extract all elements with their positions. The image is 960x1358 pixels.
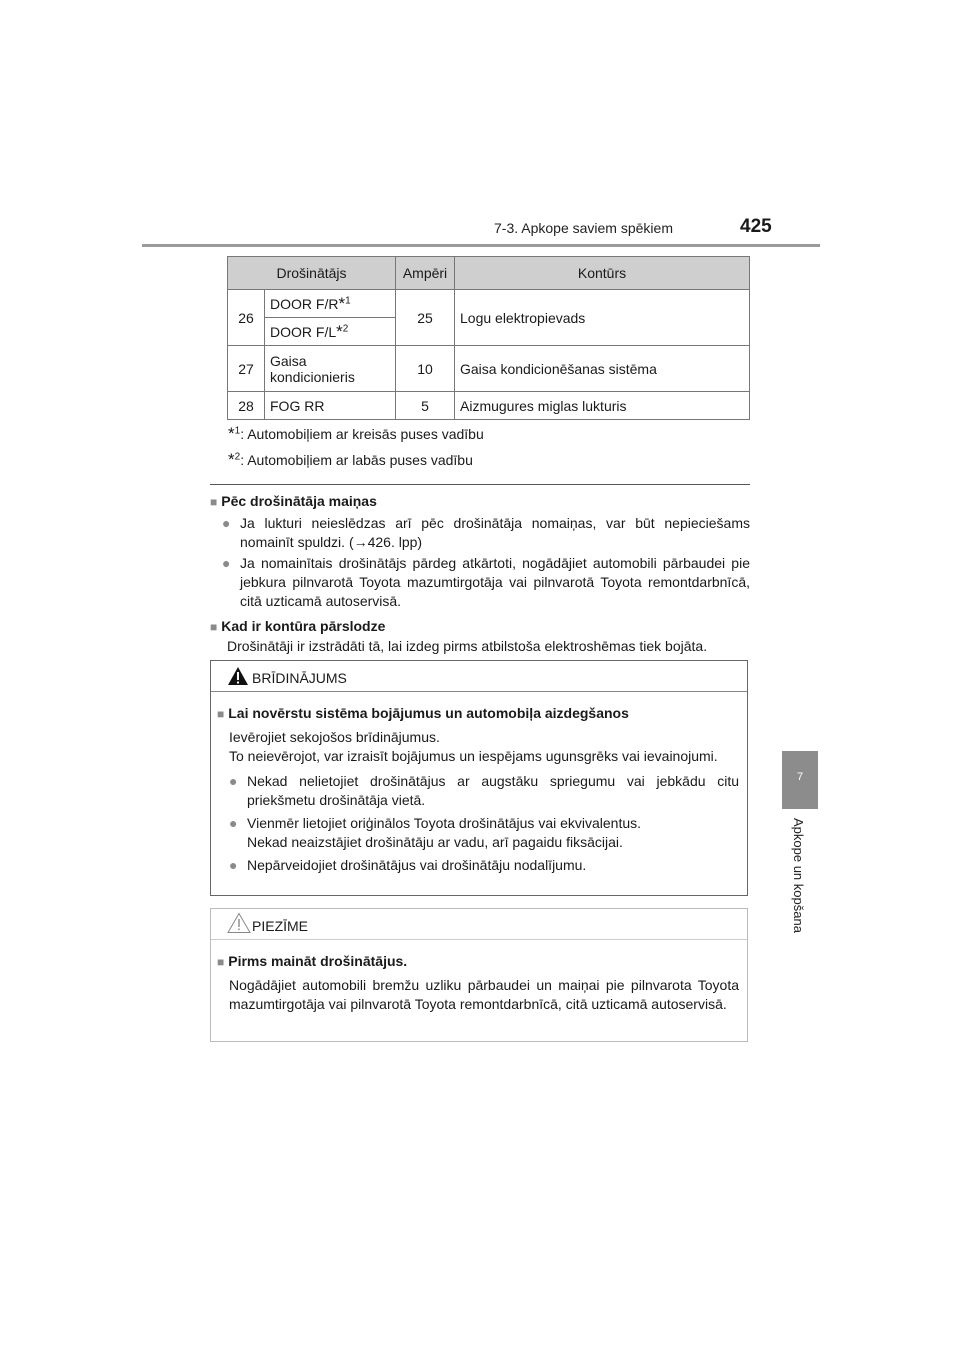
bullet-text: Ja lukturi neieslēdzas arī pēc drošinātāja nomaiņas, var būt nepieciešams nomainīt spuldzi. (→426. lpp) — [240, 515, 750, 550]
note-header — [211, 909, 747, 940]
chapter-label: Apkope un kopšana — [791, 818, 806, 933]
warning-triangle-icon — [227, 666, 249, 689]
chapter-number: 7 — [796, 771, 804, 783]
fuse-amps: 10 — [396, 346, 455, 392]
section-heading — [210, 617, 750, 637]
chapter-tab[interactable] — [782, 751, 818, 809]
paragraph: To neievērojot, var izraisīt bojājumus un iespējams ugunsgrēks vai ievainojumi. — [229, 748, 718, 764]
fuse-number: 27 — [228, 346, 265, 392]
square-bullet-icon: ■ — [217, 955, 225, 969]
fuse-number: 26 — [228, 290, 265, 346]
footnote-ref: 1 — [345, 294, 351, 306]
list-item — [229, 772, 739, 810]
footnote — [228, 424, 484, 444]
caution-triangle-icon — [227, 912, 251, 937]
footnote-text: : Automobiļiem ar kreisās puses vadību — [240, 426, 484, 442]
paragraph: Drošinātāji ir izstrādāti tā, lai izdeg pirms atbilstoša elektroshēmas tiek bojāta. — [227, 638, 708, 654]
bullet-text: Nekad nelietojiet drošinātājus ar augstāku spriegumu vai jebkādu citu priekšmetu drošinātāja vietā. — [247, 773, 739, 808]
footnote-ref: 2 — [234, 451, 241, 463]
square-bullet-icon: ■ — [217, 707, 225, 721]
bullet-text: Ja nomainītais drošinātājs pārdeg atkārtoti, nogādājiet automobili pārbaudei pie jebkura pilnvarotā Toyota mazumtirgotāja vai pilnvarotā Toyota remontdarbnīcā, citā uzticamā autoservisā. — [240, 555, 750, 609]
fuse-name-text: DOOR F/L — [270, 323, 337, 340]
note-heading — [217, 952, 739, 972]
fuse-name-text: DOOR F/R — [270, 295, 339, 312]
fuse-name-line1: Gaisa — [270, 352, 307, 369]
fuse-amps: 25 — [396, 290, 455, 346]
bullet-icon: ● — [222, 515, 231, 531]
paragraph: Ievērojiet sekojošos brīdinājumus. — [229, 729, 440, 745]
section-title: 7-3. Apkope saviem spēkiem — [494, 220, 673, 236]
square-bullet-icon: ■ — [210, 620, 218, 634]
warning-header — [211, 661, 747, 692]
fuse-number: 28 — [228, 392, 265, 420]
heading-text: Kad ir kontūra pārslodze — [221, 618, 386, 634]
fuse-circuit: Gaisa kondicionēšanas sistēma — [455, 346, 750, 392]
table-row — [228, 392, 750, 420]
bullet-icon: ● — [229, 815, 238, 831]
bullet-text: Nepārveidojiet drošinātājus vai drošinātāju nodalījumu. — [247, 857, 587, 873]
fuse-name: FOG RR — [265, 392, 396, 420]
page-number: 425 — [740, 216, 772, 237]
bullet-text: Nekad neaizstājiet drošinātāju ar vadu, arī pagaidu fiksācijai. — [247, 834, 623, 850]
after-replace-section — [210, 492, 750, 656]
footnote-mark: * — [228, 450, 235, 469]
warning-box — [210, 660, 748, 896]
warning-label: BRĪDINĀJUMS — [252, 670, 347, 686]
heading-text: Pirms maināt drošinātājus. — [228, 953, 408, 969]
fuse-name — [265, 346, 396, 392]
heading-text: Lai novērstu sistēma bojājumus un automobiļa aizdegšanos — [228, 705, 629, 721]
fuse-circuit: Aizmugures miglas lukturis — [455, 392, 750, 420]
bullet-text: Vienmēr lietojiet oriģinālos Toyota drošinātājus vai ekvivalentus. — [247, 815, 642, 831]
footnote-mark: * — [338, 293, 346, 313]
section-divider — [210, 484, 750, 485]
warning-body — [211, 692, 747, 875]
note-box — [210, 908, 748, 1042]
heading-text: Pēc drošinātāja maiņas — [221, 493, 377, 509]
footnote-text: : Automobiļiem ar labās puses vadību — [240, 452, 473, 468]
column-header-amps: Ampēri — [396, 257, 455, 290]
bullet-icon: ● — [222, 555, 231, 571]
note-label: PIEZĪME — [252, 918, 309, 934]
list-item — [229, 856, 739, 875]
paragraph: Nogādājiet automobili bremžu uzliku pārbaudei un maiņai pie pilnvarota Toyota mazumtirgotāja vai pilnvarotā Toyota remontdarbnīcā, citā uzticamā autoservisā. — [229, 977, 739, 1012]
column-header-circuit: Kontūrs — [455, 257, 750, 290]
note-body — [211, 940, 747, 1014]
fuse-name — [265, 318, 396, 346]
fuse-name — [265, 290, 396, 318]
fuse-amps: 5 — [396, 392, 455, 420]
fuse-circuit: Logu elektropievads — [455, 290, 750, 346]
warning-heading — [217, 704, 739, 724]
section-heading — [210, 492, 750, 512]
header-divider — [142, 244, 820, 247]
list-item — [229, 814, 739, 852]
fuse-name-line2: kondicionieris — [270, 368, 355, 385]
bullet-icon: ● — [229, 857, 238, 873]
footnote — [228, 450, 473, 470]
fuse-table — [227, 256, 750, 420]
table-header-row — [228, 257, 750, 290]
column-header-fuse: Drošinātājs — [228, 257, 396, 290]
footnote-ref: 2 — [342, 322, 349, 334]
table-row — [228, 346, 750, 392]
bullet-icon: ● — [229, 773, 238, 789]
list-item — [222, 514, 750, 552]
square-bullet-icon: ■ — [210, 495, 218, 509]
table-row — [228, 290, 750, 318]
list-item — [222, 554, 750, 611]
footnote-mark: * — [336, 321, 343, 341]
footnote-mark: * — [228, 424, 235, 443]
footnote-ref: 1 — [234, 425, 241, 437]
